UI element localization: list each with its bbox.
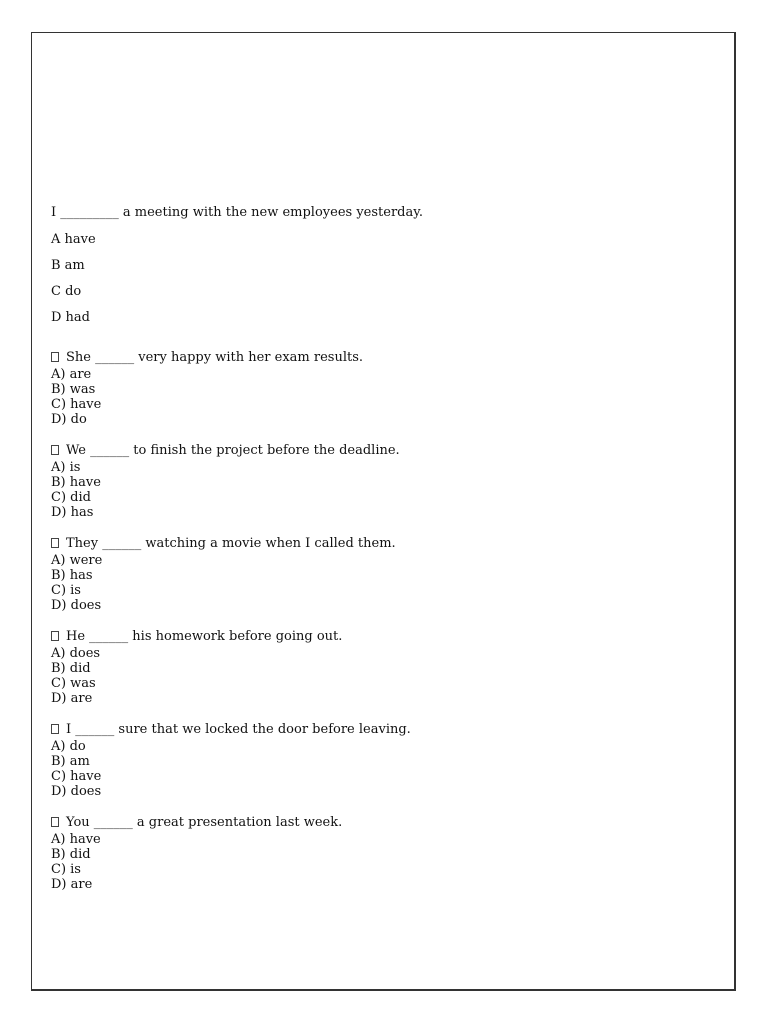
option-c: C) was [51,676,96,691]
option-b: B) am [51,754,90,769]
question-block-6 [51,814,711,892]
missing-glyph-icon [51,724,59,734]
option-a: A) does [51,646,101,661]
option-a: A) is [51,460,81,475]
option-a: A) do [51,739,86,754]
question-block-1 [51,349,711,427]
option-b: B) did [51,661,91,676]
question-text: You ______ a great presentation last week. [66,815,343,830]
missing-glyph-icon [51,352,59,362]
option-b: B) has [51,568,93,583]
option-b: B) have [51,475,101,490]
option-a: A have [51,232,96,247]
option-c: C) is [51,583,81,598]
option-d: D had [51,310,90,325]
option-c: C) is [51,862,81,877]
missing-glyph-icon [51,445,59,455]
question-text: They ______ watching a movie when I called them. [66,536,396,551]
question-text: I _________ a meeting with the new employees yesterday. [51,205,423,220]
question-text: He ______ his homework before going out. [66,629,343,644]
document-content [51,204,711,892]
missing-glyph-icon [51,538,59,548]
option-a: A) are [51,367,92,382]
option-d: D) are [51,877,93,892]
option-d: D) do [51,412,87,427]
option-d: D) does [51,784,102,799]
question-text: She ______ very happy with her exam results. [66,350,364,365]
option-d: D) has [51,505,94,520]
question-text: We ______ to finish the project before the deadline. [66,443,400,458]
option-c: C) have [51,397,102,412]
first-question-block [51,204,711,327]
document-page [31,32,736,991]
option-b: B) did [51,847,91,862]
option-b: B) was [51,382,96,397]
option-b: B am [51,258,85,273]
missing-glyph-icon [51,817,59,827]
option-c: C) did [51,490,91,505]
option-a: A) were [51,553,103,568]
option-d: D) are [51,691,93,706]
missing-glyph-icon [51,631,59,641]
option-d: D) does [51,598,102,613]
question-block-2 [51,442,711,520]
question-block-4 [51,628,711,706]
option-a: A) have [51,832,101,847]
question-block-3 [51,535,711,613]
question-text: I ______ sure that we locked the door before leaving. [66,722,411,737]
option-c: C) have [51,769,102,784]
question-block-5 [51,721,711,799]
option-c: C do [51,284,82,299]
